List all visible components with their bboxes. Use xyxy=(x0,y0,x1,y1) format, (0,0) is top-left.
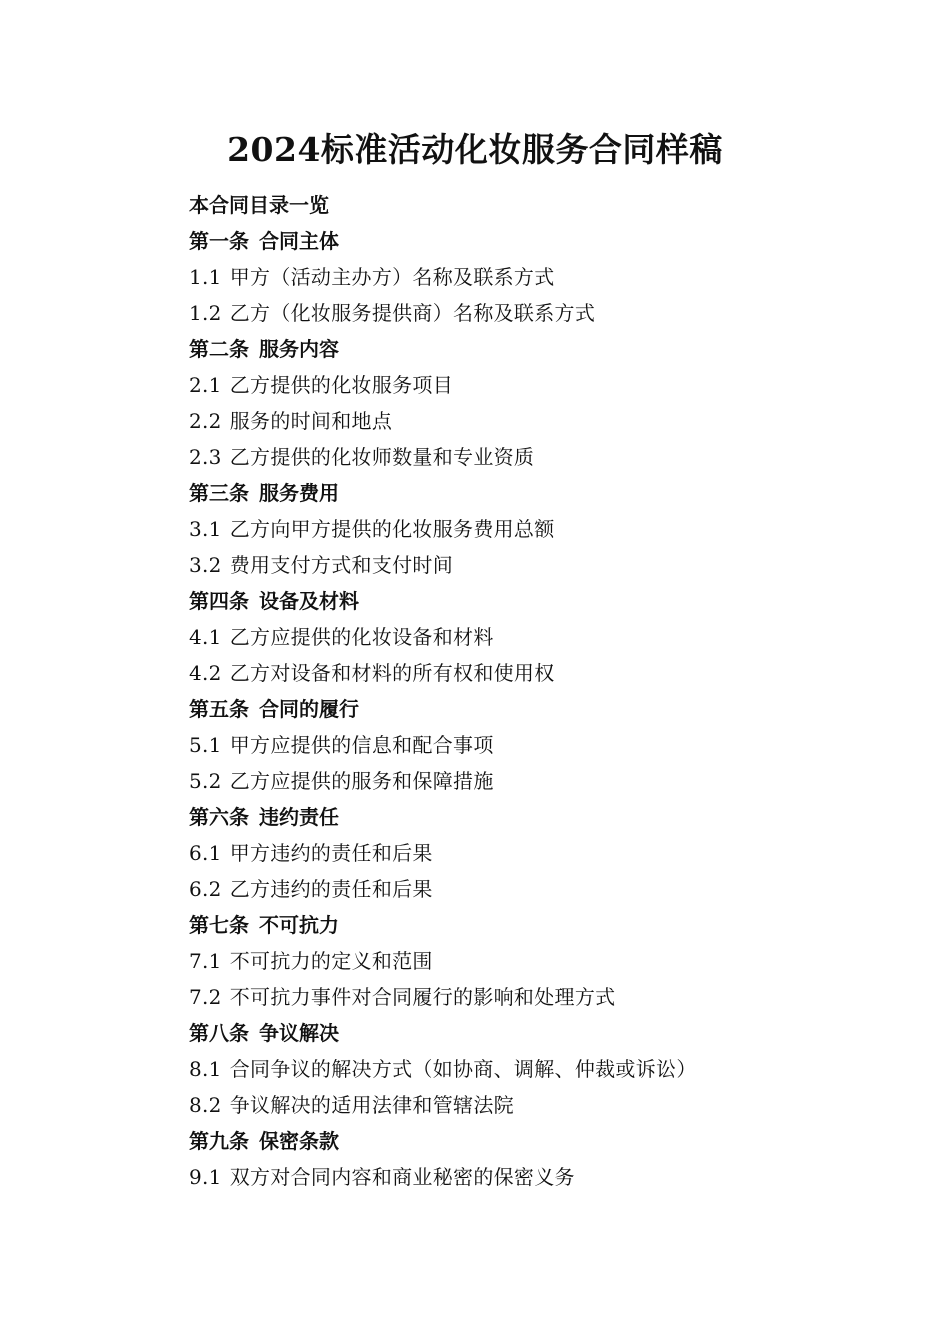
toc-article xyxy=(189,583,889,691)
article-heading xyxy=(189,1123,889,1159)
article-heading xyxy=(189,691,889,727)
toc-article xyxy=(189,907,889,1015)
toc-sub-item xyxy=(189,1087,889,1123)
sub-item-text: 不可抗力事件对合同履行的影响和处理方式 xyxy=(229,985,616,1009)
sub-item-number: 1.1 xyxy=(189,265,222,289)
sub-item-number: 2.1 xyxy=(189,373,222,397)
sub-item-number: 2.3 xyxy=(189,445,222,469)
sub-item-text: 双方对合同内容和商业秘密的保密义务 xyxy=(229,1165,575,1189)
sub-item-number: 3.2 xyxy=(189,553,222,577)
toc-article xyxy=(189,799,889,907)
article-number: 第九条 xyxy=(189,1129,249,1153)
sub-item-text: 合同争议的解决方式（如协商、调解、仲裁或诉讼） xyxy=(229,1057,697,1081)
sub-item-text: 乙方向甲方提供的化妆服务费用总额 xyxy=(229,517,555,541)
document-title: 2024标准活动化妆服务合同样稿 xyxy=(227,130,723,169)
toc-sub-item xyxy=(189,439,889,475)
sub-item-text: 甲方违约的责任和后果 xyxy=(229,841,433,865)
toc-sub-item xyxy=(189,367,889,403)
sub-item-text: 不可抗力的定义和范围 xyxy=(229,949,433,973)
toc-article xyxy=(189,331,889,475)
sub-item-text: 甲方应提供的信息和配合事项 xyxy=(229,733,494,757)
toc-sub-item xyxy=(189,259,889,295)
toc-sub-item xyxy=(189,1051,889,1087)
sub-item-number: 4.1 xyxy=(189,625,222,649)
toc-sub-item xyxy=(189,727,889,763)
article-title: 服务内容 xyxy=(259,337,339,361)
article-number: 第二条 xyxy=(189,337,249,361)
sub-item-text: 服务的时间和地点 xyxy=(229,409,393,433)
sub-item-text: 乙方对设备和材料的所有权和使用权 xyxy=(229,661,555,685)
article-number: 第七条 xyxy=(189,913,249,937)
sub-item-text: 甲方（活动主办方）名称及联系方式 xyxy=(229,265,555,289)
sub-item-text: 乙方应提供的化妆设备和材料 xyxy=(229,625,494,649)
sub-item-number: 9.1 xyxy=(189,1165,222,1189)
sub-item-text: 乙方违约的责任和后果 xyxy=(229,877,433,901)
sub-item-number: 2.2 xyxy=(189,409,222,433)
sub-item-number: 5.1 xyxy=(189,733,222,757)
article-title: 争议解决 xyxy=(259,1021,339,1045)
article-heading xyxy=(189,799,889,835)
article-title: 保密条款 xyxy=(259,1129,339,1153)
sub-item-text: 乙方应提供的服务和保障措施 xyxy=(229,769,494,793)
sub-item-text: 乙方提供的化妆师数量和专业资质 xyxy=(229,445,535,469)
article-number: 第五条 xyxy=(189,697,249,721)
toc-sub-item xyxy=(189,979,889,1015)
article-title: 合同主体 xyxy=(259,229,339,253)
sub-item-number: 7.2 xyxy=(189,985,222,1009)
toc-sub-item xyxy=(189,655,889,691)
toc-article xyxy=(189,1123,889,1195)
toc-article xyxy=(189,691,889,799)
toc-sub-item xyxy=(189,619,889,655)
article-number: 第六条 xyxy=(189,805,249,829)
article-heading xyxy=(189,907,889,943)
article-heading xyxy=(189,1015,889,1051)
article-number: 第八条 xyxy=(189,1021,249,1045)
sub-item-number: 6.2 xyxy=(189,877,222,901)
sub-item-text: 争议解决的适用法律和管辖法院 xyxy=(229,1093,514,1117)
toc-sub-item xyxy=(189,547,889,583)
sub-item-number: 1.2 xyxy=(189,301,222,325)
toc-sub-item xyxy=(189,763,889,799)
toc-sub-item xyxy=(189,835,889,871)
sub-item-number: 5.2 xyxy=(189,769,222,793)
sub-item-number: 4.2 xyxy=(189,661,222,685)
article-heading xyxy=(189,223,889,259)
toc-sub-item xyxy=(189,295,889,331)
article-title: 设备及材料 xyxy=(259,589,359,613)
toc-article-list xyxy=(189,223,889,1195)
sub-item-text: 乙方提供的化妆服务项目 xyxy=(229,373,454,397)
sub-item-number: 8.1 xyxy=(189,1057,222,1081)
toc-heading: 本合同目录一览 xyxy=(189,193,329,217)
article-number: 第三条 xyxy=(189,481,249,505)
sub-item-number: 7.1 xyxy=(189,949,222,973)
toc-article xyxy=(189,223,889,331)
article-heading xyxy=(189,331,889,367)
article-number: 第一条 xyxy=(189,229,249,253)
article-title: 服务费用 xyxy=(259,481,339,505)
table-of-contents xyxy=(189,187,889,1195)
article-title: 不可抗力 xyxy=(259,913,339,937)
toc-article xyxy=(189,1015,889,1123)
toc-sub-item xyxy=(189,943,889,979)
toc-sub-item xyxy=(189,1159,889,1195)
article-number: 第四条 xyxy=(189,589,249,613)
article-title: 合同的履行 xyxy=(259,697,359,721)
toc-article xyxy=(189,475,889,583)
toc-sub-item xyxy=(189,403,889,439)
sub-item-number: 6.1 xyxy=(189,841,222,865)
sub-item-text: 乙方（化妆服务提供商）名称及联系方式 xyxy=(229,301,596,325)
toc-sub-item xyxy=(189,871,889,907)
article-heading xyxy=(189,475,889,511)
article-heading xyxy=(189,583,889,619)
sub-item-text: 费用支付方式和支付时间 xyxy=(229,553,454,577)
article-title: 违约责任 xyxy=(259,805,339,829)
sub-item-number: 3.1 xyxy=(189,517,222,541)
toc-sub-item xyxy=(189,511,889,547)
sub-item-number: 8.2 xyxy=(189,1093,222,1117)
